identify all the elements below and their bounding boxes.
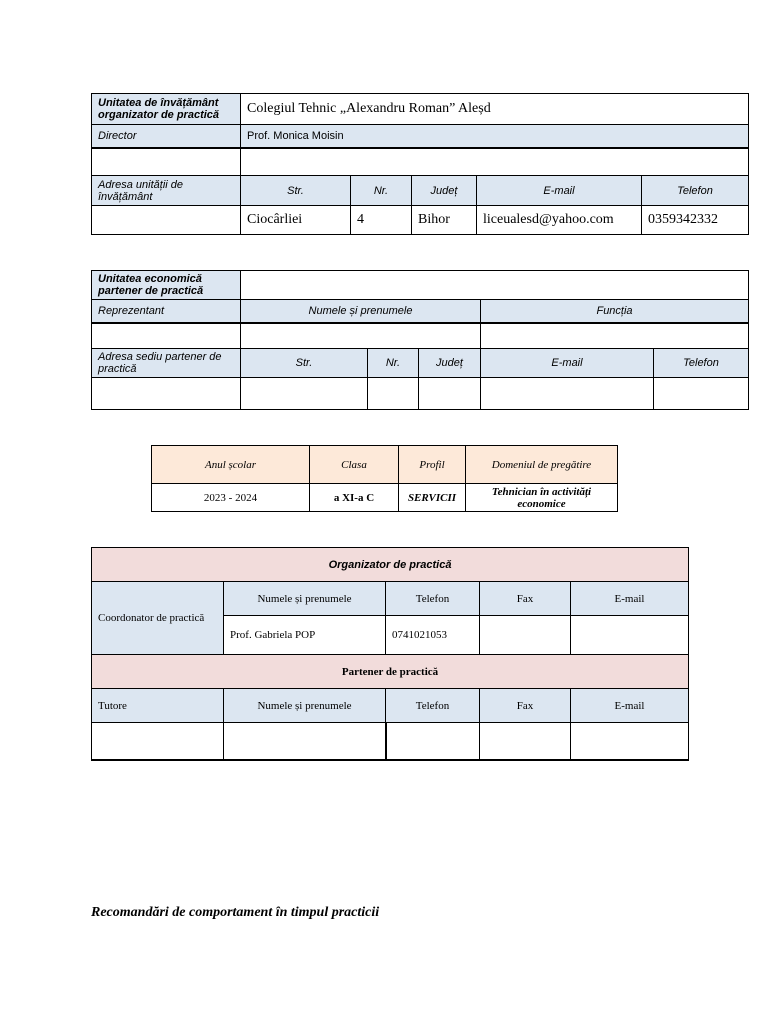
empty-cell xyxy=(92,148,241,176)
class-info-table xyxy=(151,445,618,512)
empty-cell xyxy=(92,723,224,760)
header-phone: Telefon xyxy=(654,349,749,378)
header-number: Nr. xyxy=(351,176,412,206)
coordinator-fax xyxy=(480,616,571,655)
partner-address-label: Adresa sediu partener de practică xyxy=(92,349,241,378)
partner-title: Partener de practică xyxy=(92,655,689,689)
domain-value: Tehnician în activități economice xyxy=(466,484,618,512)
tutor-label: Tutore xyxy=(92,689,224,723)
school-county: Bihor xyxy=(412,206,477,235)
header-profile: Profil xyxy=(399,446,466,484)
header-phone: Telefon xyxy=(386,689,480,723)
school-email: liceualesd@yahoo.com xyxy=(477,206,642,235)
section-title: Recomandări de comportament în timpul practicii xyxy=(91,905,380,920)
empty-cell xyxy=(368,378,419,410)
partner-info-table xyxy=(91,270,749,410)
header-name: Numele și prenumele xyxy=(224,582,386,616)
header-street: Str. xyxy=(241,176,351,206)
coordinator-phone: 0741021053 xyxy=(386,616,480,655)
coordinator-name: Prof. Gabriela POP xyxy=(224,616,386,655)
header-email: E-mail xyxy=(481,349,654,378)
empty-cell xyxy=(241,378,368,410)
school-unit-label: Unitatea de învățământ organizator de practică xyxy=(92,94,241,125)
header-class: Clasa xyxy=(310,446,399,484)
header-fax: Fax xyxy=(480,582,571,616)
partner-unit-value xyxy=(241,271,749,300)
empty-cell xyxy=(241,323,481,349)
director-value: Prof. Monica Moisin xyxy=(241,125,749,148)
header-name: Numele și prenumele xyxy=(241,300,481,323)
empty-cell xyxy=(654,378,749,410)
director-label: Director xyxy=(92,125,241,148)
school-street: Ciocârliei xyxy=(241,206,351,235)
organizer-table xyxy=(91,547,689,761)
profile-value: SERVICII xyxy=(399,484,466,512)
coordinator-label: Coordonator de practică xyxy=(92,582,224,655)
header-domain: Domeniul de pregătire xyxy=(466,446,618,484)
empty-cell xyxy=(92,378,241,410)
empty-cell xyxy=(224,723,386,760)
representative-label: Reprezentant xyxy=(92,300,241,323)
school-number: 4 xyxy=(351,206,412,235)
header-county: Județ xyxy=(412,176,477,206)
empty-cell xyxy=(480,723,571,760)
header-name: Numele și prenumele xyxy=(224,689,386,723)
empty-cell xyxy=(419,378,481,410)
header-phone: Telefon xyxy=(642,176,749,206)
header-street: Str. xyxy=(241,349,368,378)
empty-cell xyxy=(241,148,749,176)
header-function: Funcția xyxy=(481,300,749,323)
class-value: a XI-a C xyxy=(310,484,399,512)
empty-cell xyxy=(92,323,241,349)
header-email: E-mail xyxy=(477,176,642,206)
header-county: Județ xyxy=(419,349,481,378)
empty-cell xyxy=(481,323,749,349)
header-email: E-mail xyxy=(571,582,689,616)
header-fax: Fax xyxy=(480,689,571,723)
school-info-table xyxy=(91,93,749,235)
school-phone: 0359342332 xyxy=(642,206,749,235)
school-year-value: 2023 - 2024 xyxy=(152,484,310,512)
empty-cell xyxy=(571,723,689,760)
header-number: Nr. xyxy=(368,349,419,378)
header-email: E-mail xyxy=(571,689,689,723)
empty-cell xyxy=(92,206,241,235)
organizer-title: Organizator de practică xyxy=(92,548,689,582)
partner-unit-label: Unitatea economică partener de practică xyxy=(92,271,241,300)
empty-cell xyxy=(386,723,480,760)
header-school-year: Anul școlar xyxy=(152,446,310,484)
school-address-label: Adresa unității de învățământ xyxy=(92,176,241,206)
header-phone: Telefon xyxy=(386,582,480,616)
school-unit-value: Colegiul Tehnic „Alexandru Roman” Aleșd xyxy=(241,94,749,125)
coordinator-email xyxy=(571,616,689,655)
empty-cell xyxy=(481,378,654,410)
